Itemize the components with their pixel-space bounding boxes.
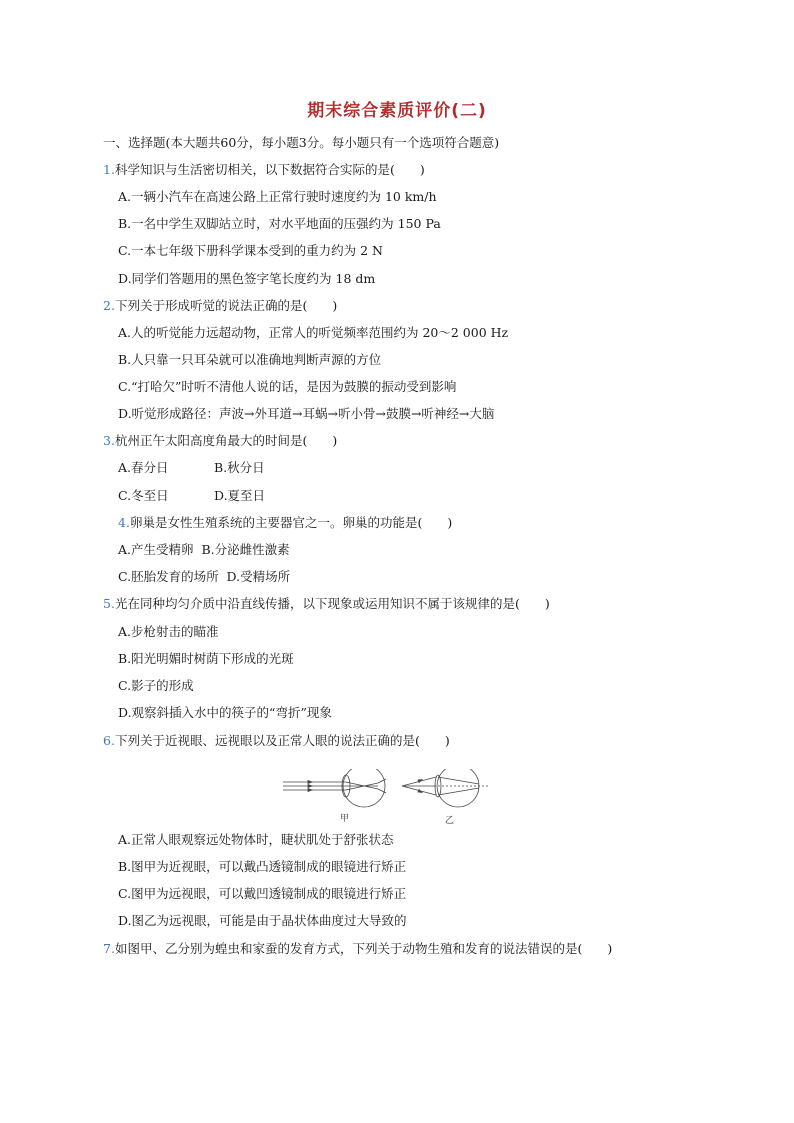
q3-options-row-1 xyxy=(118,460,265,476)
question-number: 2. xyxy=(103,298,115,313)
figure-label-jia: 甲 xyxy=(340,814,350,824)
q2-option-a: A.人的听觉能力远超动物，正常人的听觉频率范围约为 20～2 000 Hz xyxy=(118,325,509,340)
q3-option-b: B.秋分日 xyxy=(214,460,265,475)
page-title: 期末综合素质评价(二) xyxy=(307,101,487,121)
q3-options-row-2 xyxy=(118,488,266,504)
question-5 xyxy=(103,596,550,612)
question-number: 5. xyxy=(103,596,115,611)
question-stem: 科学知识与生活密切相关，以下数据符合实际的是( ) xyxy=(114,162,425,177)
q1-option-c: C.一本七年级下册科学课本受到的重力约为 2 N xyxy=(118,243,383,258)
q5-option-d: D.观察斜插入水中的筷子的“弯折”现象 xyxy=(118,705,332,720)
question-stem: 下列关于形成听觉的说法正确的是( ) xyxy=(114,298,338,313)
q4-option-c: C.胚胎发育的场所 xyxy=(118,569,219,584)
q5-option-a: A.步枪射击的瞄准 xyxy=(118,624,219,639)
arrow-icon xyxy=(308,785,312,788)
question-number: 6. xyxy=(103,733,115,748)
question-6 xyxy=(103,733,450,749)
eye-diagram-svg xyxy=(278,769,508,825)
q2-option-d: D.听觉形成路径：声波→外耳道→耳蜗→听小骨→鼓膜→听神经→大脑 xyxy=(118,406,495,421)
question-7 xyxy=(103,941,612,957)
question-number: 4. xyxy=(118,515,130,530)
eyeball-yi xyxy=(437,769,479,807)
q6-option-a: A.正常人眼观察远处物体时，睫状肌处于舒张状态 xyxy=(118,832,394,847)
question-2 xyxy=(103,298,337,314)
question-1 xyxy=(103,162,425,178)
question-number: 1. xyxy=(103,162,115,177)
ray xyxy=(346,782,378,789)
question-stem: 卵巢是女性生殖系统的主要器官之一。卵巢的功能是( ) xyxy=(129,515,453,530)
q5-option-c: C.影子的形成 xyxy=(118,678,194,693)
ray xyxy=(438,777,479,784)
q4-option-a: A.产生受精卵 xyxy=(118,542,194,557)
ray xyxy=(438,788,479,795)
question-number: 7. xyxy=(103,941,115,956)
ray xyxy=(346,783,378,790)
question-4 xyxy=(118,515,452,531)
question-stem: 下列关于近视眼、远视眼以及正常人眼的说法正确的是( ) xyxy=(114,733,450,748)
question-number: 3. xyxy=(103,433,115,448)
arrow-icon xyxy=(308,781,312,784)
q1-option-d: D.同学们答题用的黑色签字笔长度约为 18 dm xyxy=(118,271,376,286)
q6-option-c: C.图甲为远视眼，可以戴凹透镜制成的眼镜进行矫正 xyxy=(118,886,407,901)
figure-label-yi: 乙 xyxy=(445,816,455,826)
question-3 xyxy=(103,433,337,449)
q6-option-d: D.图乙为远视眼，可能是由于晶状体曲度过大导致的 xyxy=(118,913,407,928)
q3-option-a: A.春分日 xyxy=(118,460,169,475)
question-stem: 如图甲、乙分别为蝗虫和家蚕的发育方式，下列关于动物生殖和发育的说法错误的是( ) xyxy=(114,941,613,956)
q1-option-a: A.一辆小汽车在高速公路上正常行驶时速度约为 10 km/h xyxy=(118,189,437,204)
q4-option-d: D.受精场所 xyxy=(226,569,291,584)
q4-options-row-2 xyxy=(118,569,290,585)
q1-option-b: B.一名中学生双脚站立时，对水平地面的压强约为 150 Pa xyxy=(118,216,441,231)
question-stem: 杭州正午太阳高度角最大的时间是( ) xyxy=(114,433,338,448)
q3-option-d: D.夏至日 xyxy=(214,488,266,503)
q4-option-b: B.分泌雌性激素 xyxy=(201,542,290,557)
q3-option-c: C.冬至日 xyxy=(118,488,169,503)
arrow-icon xyxy=(308,789,312,792)
q2-option-c: C.“打哈欠”时听不清他人说的话，是因为鼓膜的振动受到影响 xyxy=(118,379,457,394)
question-stem: 光在同种均匀介质中沿直线传播，以下现象或运用知识不属于该规律的是( ) xyxy=(114,596,550,611)
q4-options-row-1 xyxy=(118,542,290,558)
eyeball-jia xyxy=(343,769,385,807)
eye-diagram xyxy=(278,769,508,825)
q5-option-b: B.阳光明媚时树荫下形成的光斑 xyxy=(118,651,294,666)
q6-option-b: B.图甲为近视眼，可以戴凸透镜制成的眼镜进行矫正 xyxy=(118,859,407,874)
q2-option-b: B.人只靠一只耳朵就可以准确地判断声源的方位 xyxy=(118,352,382,367)
section-heading: 一、选择题(本大题共60分，每小题3分。每小题只有一个选项符合题意) xyxy=(103,135,500,150)
